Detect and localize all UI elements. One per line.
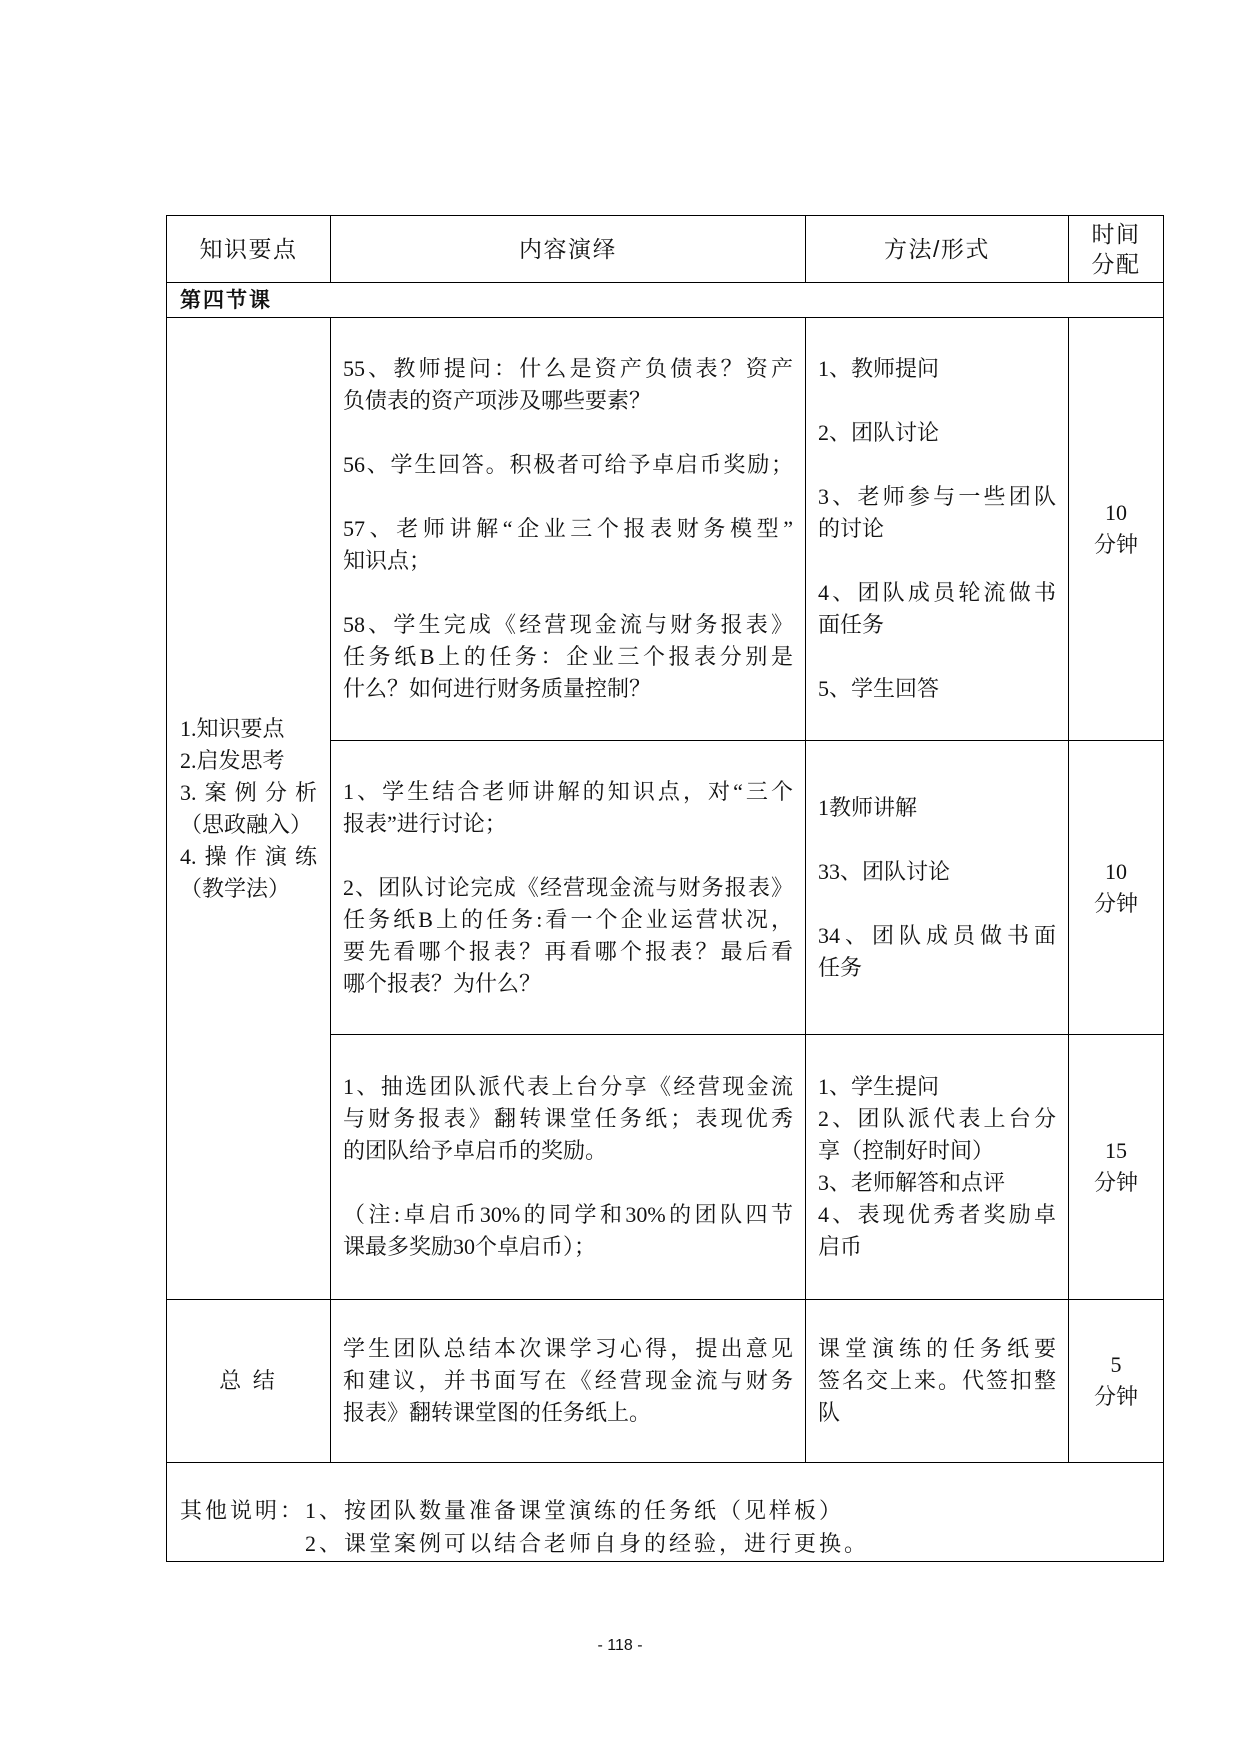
- header-time-line: 时间: [1091, 221, 1141, 247]
- text-line: 2.启发思考: [180, 747, 285, 773]
- page-number: - 118 -: [597, 1637, 643, 1654]
- content-paragraph: [343, 1071, 793, 1167]
- method-item: [818, 792, 1056, 824]
- knowledge-point-item: [180, 745, 317, 777]
- time-value: 10: [1105, 858, 1127, 884]
- method-item: [818, 1103, 1056, 1167]
- text-line: 5、学生回答: [818, 676, 940, 701]
- content-paragraph: [343, 513, 793, 577]
- time-cell: [1069, 1035, 1164, 1300]
- text-line: 知识点；: [343, 548, 432, 573]
- header-knowledge-points: 知识要点: [167, 216, 331, 283]
- text-line: （教学法）: [180, 875, 291, 901]
- knowledge-point-item: [180, 713, 317, 745]
- notes-label: 其他说明：: [180, 1498, 306, 1523]
- method-cell: [806, 1035, 1069, 1300]
- text-line: 55、教师提问：什么是资产负债表？资产: [343, 356, 793, 381]
- text-line: 学生团队总结本次课学习心得，提出意见: [343, 1336, 793, 1361]
- text-line: 享（控制好时间）: [818, 1138, 995, 1163]
- text-line: 报表》翻转课堂图的任务纸上。: [343, 1400, 652, 1425]
- text-line: 4.操作演练: [180, 843, 317, 869]
- note-item: 2、课堂案例可以结合老师自身的经验，进行更换。: [305, 1531, 870, 1556]
- text-line: 课最多奖励30个卓启币）；: [343, 1234, 597, 1259]
- section-row: [167, 283, 1164, 318]
- text-line: 1、教师提问: [818, 356, 940, 381]
- notes-row: [167, 1463, 1164, 1562]
- header-method: 方法/形式: [806, 216, 1069, 283]
- text-line: 课堂演练的任务纸要: [818, 1336, 1056, 1361]
- time-value: 10: [1105, 500, 1127, 525]
- lesson-plan-table: [166, 215, 1164, 1562]
- notes-cell: [167, 1463, 1164, 1562]
- text-line: 3.案例分析: [180, 779, 317, 805]
- text-line: 1.知识要点: [180, 715, 285, 741]
- content-cell: [331, 1035, 806, 1300]
- method-item: [818, 1167, 1056, 1199]
- knowledge-points-cell: [167, 318, 331, 1300]
- method-item: [818, 417, 1056, 449]
- text-line: 报表”进行讨论；: [343, 810, 507, 836]
- summary-label: 总 结: [167, 1300, 331, 1463]
- content-paragraph: [343, 776, 793, 840]
- time-unit: 分钟: [1093, 1384, 1138, 1409]
- text-line: 与财务报表》翻转课堂任务纸；表现优秀: [343, 1106, 793, 1131]
- header-time: [1069, 216, 1164, 283]
- text-line: 任务纸B上的任务:看一个企业运营状况，: [343, 906, 793, 932]
- text-line: 队: [818, 1400, 841, 1425]
- method-item: [818, 353, 1056, 385]
- summary-row: [167, 1300, 1164, 1463]
- header-time-line: 分配: [1091, 251, 1141, 277]
- text-line: 4、团队成员轮流做书: [818, 580, 1056, 605]
- text-line: 哪个报表？为什么？: [343, 970, 542, 996]
- text-line: 58、学生完成《经营现金流与财务报表》: [343, 612, 793, 637]
- content-paragraph: [343, 353, 793, 417]
- header-row: [167, 216, 1164, 283]
- time-unit: 分钟: [1093, 1170, 1138, 1195]
- text-line: 负债表的资产项涉及哪些要素？: [343, 388, 652, 413]
- text-line: 2、团队讨论完成《经营现金流与财务报表》: [343, 874, 793, 900]
- text-line: 2、团队讨论: [818, 420, 940, 445]
- time-cell: [1069, 741, 1164, 1035]
- method-item: [818, 1199, 1056, 1263]
- content-paragraph: [343, 1199, 793, 1263]
- text-line: 56、学生回答。积极者可给予卓启币奖励；: [343, 452, 793, 477]
- time-unit: 分钟: [1093, 890, 1138, 916]
- time-cell: [1069, 1300, 1164, 1463]
- method-item: [818, 577, 1056, 641]
- text-line: 和建议，并书面写在《经营现金流与财务: [343, 1368, 793, 1393]
- method-item: [818, 481, 1056, 545]
- text-line: 的团队给予卓启币的奖励。: [343, 1138, 608, 1163]
- content-paragraph: [343, 872, 793, 1000]
- content-paragraph: [343, 1333, 793, 1429]
- text-line: 3、老师参与一些团队: [818, 484, 1056, 509]
- method-cell: [806, 741, 1069, 1035]
- text-line: 面任务: [818, 612, 885, 637]
- text-line: 任务: [818, 954, 863, 980]
- notes-list: [305, 1494, 1150, 1560]
- header-content: 内容演绎: [331, 216, 806, 283]
- text-line: 1、抽选团队派代表上台分享《经营现金流: [343, 1074, 793, 1099]
- method-item: [818, 1333, 1056, 1429]
- section-title: 第四节课: [167, 283, 1164, 318]
- knowledge-point-item: [180, 841, 317, 905]
- content-cell: [331, 1300, 806, 1463]
- text-line: 要先看哪个报表？再看哪个报表？最后看: [343, 938, 793, 964]
- time-cell: [1069, 318, 1164, 741]
- method-item: [818, 1071, 1056, 1103]
- method-item: [818, 920, 1056, 984]
- table-row: [167, 318, 1164, 741]
- method-cell: [806, 318, 1069, 741]
- text-line: 57、老师讲解“企业三个报表财务模型”: [343, 516, 793, 541]
- text-line: 什么？如何进行财务质量控制？: [343, 676, 652, 701]
- text-line: （注:卓启币30%的同学和30%的团队四节: [343, 1202, 793, 1227]
- notes-block: [180, 1494, 1150, 1560]
- method-cell: [806, 1300, 1069, 1463]
- method-item: [818, 673, 1056, 705]
- text-line: 2、团队派代表上台分: [818, 1106, 1056, 1131]
- content-cell: [331, 318, 806, 741]
- text-line: 3、老师解答和点评: [818, 1170, 1006, 1195]
- time-value: 15: [1105, 1138, 1127, 1163]
- note-item: 1、按团队数量准备课堂演练的任务纸（见样板）: [305, 1498, 845, 1523]
- text-line: 1教师讲解: [818, 794, 918, 820]
- text-line: 签名交上来。代签扣整: [818, 1368, 1056, 1393]
- content-cell: [331, 741, 806, 1035]
- method-item: [818, 856, 1056, 888]
- content-paragraph: [343, 609, 793, 705]
- text-line: 33、团队讨论: [818, 858, 951, 884]
- time-value: 5: [1110, 1352, 1122, 1377]
- text-line: 1、学生提问: [818, 1074, 940, 1099]
- text-line: 4、表现优秀者奖励卓: [818, 1202, 1056, 1227]
- knowledge-point-item: [180, 777, 317, 841]
- text-line: 启币: [818, 1234, 863, 1259]
- text-line: 的讨论: [818, 516, 885, 541]
- text-line: 任务纸B上的任务：企业三个报表分别是: [343, 644, 793, 669]
- time-unit: 分钟: [1093, 532, 1138, 557]
- text-line: 34、团队成员做书面: [818, 922, 1056, 948]
- content-paragraph: [343, 449, 793, 481]
- text-line: （思政融入）: [180, 811, 313, 837]
- text-line: 1、学生结合老师讲解的知识点，对“三个: [343, 778, 793, 804]
